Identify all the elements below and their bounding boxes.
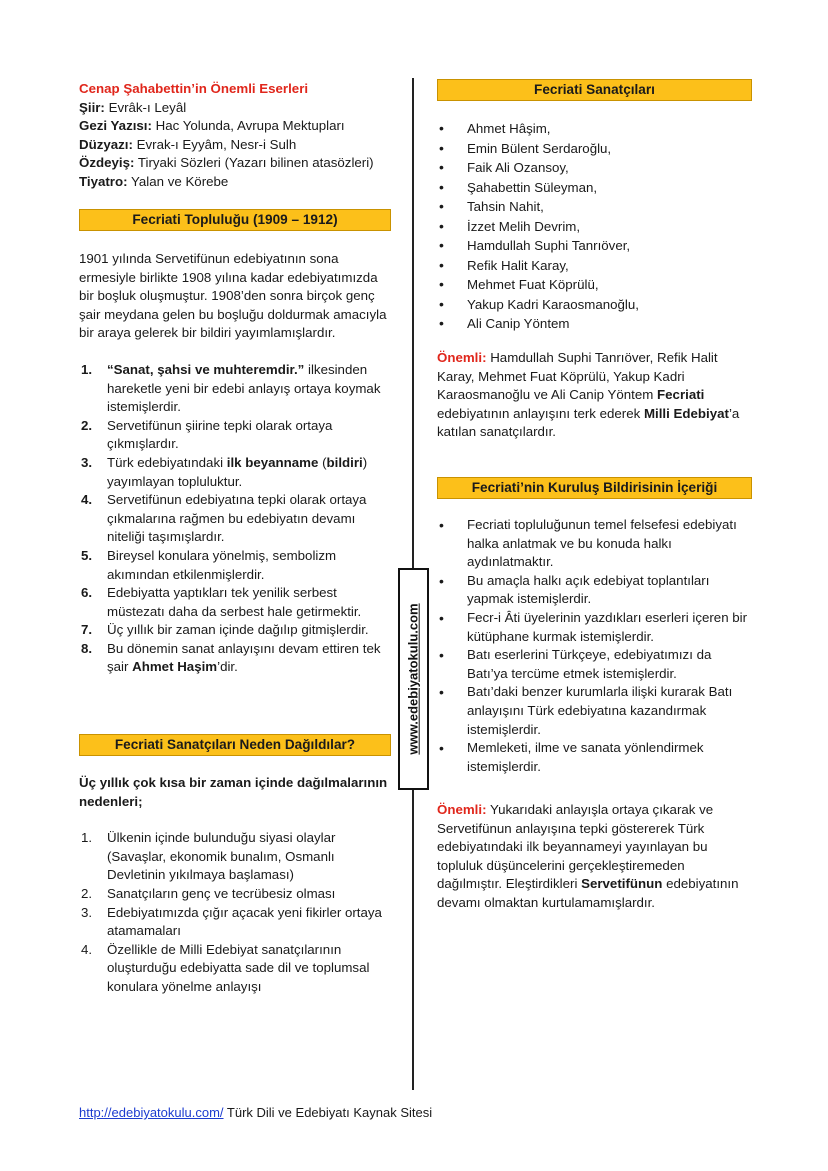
footer-link[interactable]: http://edebiyatokulu.com/	[79, 1105, 224, 1120]
list-item: • Ali Canip Yöntem	[439, 315, 570, 331]
list-item: 4. Özellikle de Milli Edebiyat sanatçılarının oluşturduğu edebiyatta sade dil ve toplumsal konulara yönelme anlayışı	[81, 941, 370, 994]
works-block	[79, 80, 399, 192]
list-item: • Ahmet Hâşim,	[439, 120, 551, 136]
list-item: • Memleketi, ilme ve sanata yönlendirmek istemişlerdir.	[439, 740, 704, 774]
topluluk-section	[79, 250, 394, 677]
sanatcilar-list	[437, 119, 757, 334]
list-item: • İzzet Melih Devrim,	[439, 217, 581, 234]
works-row-1: Şiir: Evrâk-ı Leyâl	[79, 99, 187, 115]
list-item: 1. “Sanat, şahsi ve muhteremdir.” ilkesinden hareketle yeni bir edebi anlayış ortaya koymak istemişlerdir.	[81, 361, 381, 415]
list-item: • Batı’daki benzer kurumlarla ilişki kurarak Batı anlayışını Türk edebiyatına kazandırmak istemişlerdir.	[439, 684, 733, 737]
list-item: • Fecr-i Âti üyelerinin yazdıkları eserleri içeren bir kütüphane kurmak istemişlerdir.	[439, 609, 748, 644]
list-item: 2. Servetifünun şiirine tepki olarak ortaya çıkmışlardır.	[81, 417, 333, 452]
bildiri-header: Fecriati’nin Kuruluş Bildirisinin İçeriği	[437, 477, 752, 499]
dagilma-section	[79, 774, 394, 997]
works-row-4: Özdeyiş: Tiryaki Sözleri (Yazarı bilinen atasözleri)	[79, 155, 374, 171]
sanatcilar-note: Önemli: Hamdullah Suphi Tanrıöver, Refik Halit Karay, Mehmet Fuat Köprülü, Yakup Kadri Karaosmanoğlu ve Ali Canip Yöntem Fecriati edebiyatının anlayışını terk ederek Milli Edebiyat’a katılan sanatçılardır.	[437, 350, 740, 440]
list-item: • Emin Bülent Serdaroğlu,	[439, 139, 612, 156]
topluluk-intro: 1901 yılında Servetifünun edebiyatının sona ermesiyle birlikte 1908 yılına kadar edebiyatımızda bir boşluk oluşmuştur. 1908’den sonra birçok genç şair meydana gelen bu boşluğu doldurmak amacıyla bir araya gelerek bir bildiri yayımlamışlardır.	[79, 251, 387, 341]
works-row-3: Düzyazı: Evrak-ı Eyyâm, Nesr-i Sulh	[79, 136, 297, 152]
list-item: • Şahabettin Süleyman,	[439, 178, 598, 195]
list-item: • Tahsin Nahit,	[439, 198, 544, 214]
footer-text: Türk Dili ve Edebiyatı Kaynak Sitesi	[223, 1105, 433, 1120]
works-title: Cenap Şahabettin’in Önemli Eserleri	[79, 81, 309, 96]
list-item: • Refik Halit Karay,	[439, 256, 569, 273]
list-item: • Bu amaçla halkı açık edebiyat toplantıları yapmak istemişlerdir.	[439, 572, 710, 607]
list-item: • Fecriati topluluğunun temel felsefesi edebiyatı halka anlatmak ve bu konuda halkı aydınlatmaktır.	[439, 517, 737, 570]
list-item: 8. Bu dönemin sanat anlayışını devam ettiren tek şair Ahmet Haşim’dir.	[81, 640, 381, 675]
bildiri-list	[437, 516, 752, 776]
topluluk-list	[79, 361, 394, 677]
dagilma-list	[79, 829, 394, 996]
site-link-vertical[interactable]: www.edebiyatokulu.com	[405, 603, 421, 755]
works-row-2: Gezi Yazısı: Hac Yolunda, Avrupa Mektupları	[79, 118, 345, 134]
dagilma-lead: Üç yıllık çok kısa bir zaman içinde dağılmalarının nedenleri;	[79, 775, 388, 809]
bildiri-note: Önemli: Yukarıdaki anlayışla ortaya çıkarak ve Servetifünun anlayışına tepki göstererek Türk edebiyatındaki ilk beyannameyi yayınlayan bu topluluk düşüncelerini gerçekleştiremeden dağılmıştır. Eleştirdikleri Servetifünun edebiyatının devamı olmaktan kurtulamamışlardır.	[437, 802, 739, 910]
list-item: 1. Ülkenin içinde bulunduğu siyasi olaylar (Savaşlar, ekonomik bunalım, Osmanlı Devletinin yıkılmaya başlaması)	[81, 830, 336, 883]
list-item: 6. Edebiyatta yaptıkları tek yenilik serbest müstezatı daha da serbest hale getirmektir.	[81, 585, 362, 619]
dagilma-header: Fecriati Sanatçıları Neden Dağıldılar?	[79, 734, 391, 756]
footer	[79, 1104, 432, 1123]
list-item: 7. Üç yıllık bir zaman içinde dağılıp gitmişlerdir.	[81, 622, 369, 638]
list-item: 2. Sanatçıların genç ve tecrübesiz olması	[81, 885, 336, 901]
list-item: • Hamdullah Suphi Tanrıöver,	[439, 237, 631, 253]
works-row-5: Tiyatro: Yalan ve Körebe	[79, 173, 229, 189]
list-item: • Yakup Kadri Karaosmanoğlu,	[439, 295, 639, 312]
sanatcilar-header: Fecriati Sanatçıları	[437, 79, 752, 101]
list-item: • Faik Ali Ozansoy,	[439, 159, 569, 175]
list-item: • Batı eserlerini Türkçeye, edebiyatımızı da Batı’ya tercüme etmek istemişlerdir.	[439, 647, 712, 681]
topluluk-header: Fecriati Topluluğu (1909 – 1912)	[79, 209, 391, 231]
list-item: 3. Edebiyatımızda çığır açacak yeni fikirler ortaya atamamaları	[81, 904, 382, 939]
list-item: • Mehmet Fuat Köprülü,	[439, 276, 599, 292]
site-watermark-box	[398, 568, 429, 790]
list-item: 3. Türk edebiyatındaki ilk beyanname (bildiri) yayımlayan topluluktur.	[81, 454, 368, 489]
list-item: 5. Bireysel konulara yönelmiş, sembolizm akımından etkilenmişlerdir.	[81, 547, 337, 582]
list-item: 4. Servetifünun edebiyatına tepki olarak ortaya çıkmalarına rağmen bu edebiyatın devamı niteliği taşımışlardır.	[81, 492, 367, 545]
